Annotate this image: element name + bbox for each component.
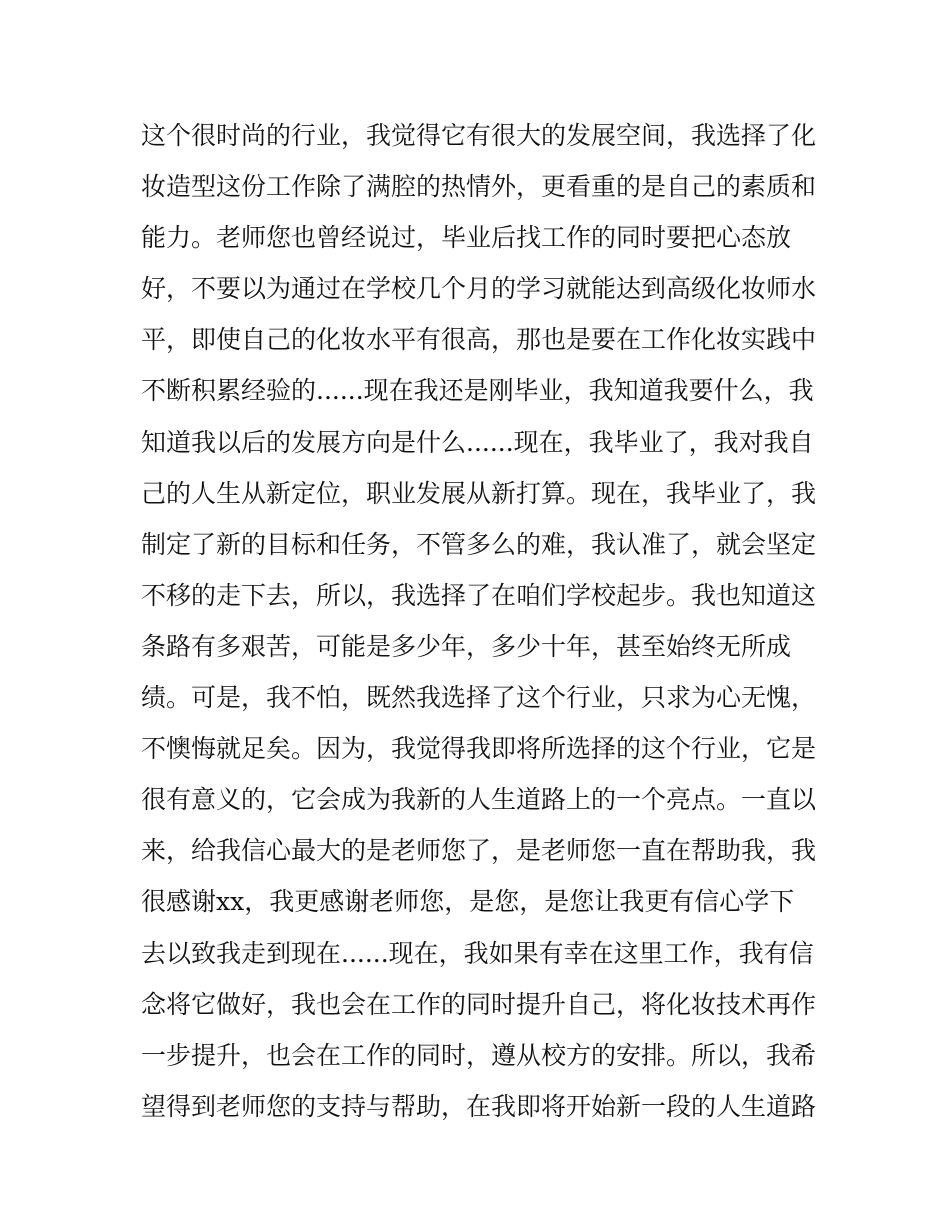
text-line: 一步提升，也会在工作的同时，遵从校方的安排。所以，我希 — [141, 1040, 817, 1070]
text-line: 这个很时尚的行业，我觉得它有很大的发展空间，我选择了化 — [141, 121, 817, 150]
text-line: 来，给我信心最大的是老师您了，是老师您一直在帮助我，我 — [141, 836, 817, 866]
text-line: 知道我以后的发展方向是什么......现在，我毕业了，我对我自 — [141, 427, 814, 457]
text-line: 望得到老师您的支持与帮助，在我即将开始新一段的人生道路 — [141, 1091, 817, 1121]
body-text — [141, 110, 821, 1132]
text-line: 不断积累经验的......现在我还是刚毕业，我知道我要什么，我 — [141, 376, 814, 406]
text-line: 制定了新的目标和任务，不管多么的难，我认准了，就会坚定 — [141, 529, 817, 559]
text-line: 平，即使自己的化妆水平有很高，那也是要在工作化妆实践中 — [141, 325, 817, 355]
text-line: 念将它做好，我也会在工作的同时提升自己，将化妆技术再作 — [141, 989, 817, 1019]
text-line: 不移的走下去，所以，我选择了在咱们学校起步。我也知道这 — [141, 580, 817, 610]
text-line: 很有意义的，它会成为我新的人生道路上的一个亮点。一直以 — [141, 785, 817, 815]
text-line: 条路有多艰苦，可能是多少年，多少十年，甚至始终无所成 — [141, 631, 792, 661]
text-line: 能力。老师您也曾经说过，毕业后找工作的同时要把心态放 — [141, 223, 792, 253]
text-line: 很感谢xx，我更感谢老师您，是您，是您让我更有信心学下 — [141, 887, 795, 917]
text-line: 妆造型这份工作除了满腔的热情外，更看重的是自己的素质和 — [141, 172, 817, 202]
text-line: 好，不要以为通过在学校几个月的学习就能达到高级化妆师水 — [141, 274, 817, 304]
text-line: 绩。可是，我不怕，既然我选择了这个行业，只求为心无愧， — [141, 683, 817, 713]
text-line: 己的人生从新定位，职业发展从新打算。现在，我毕业了，我 — [141, 478, 817, 508]
text-line: 不懊悔就足矣。因为，我觉得我即将所选择的这个行业，它是 — [141, 734, 817, 764]
text-line: 去以致我走到现在......现在，我如果有幸在这里工作，我有信 — [141, 938, 814, 968]
